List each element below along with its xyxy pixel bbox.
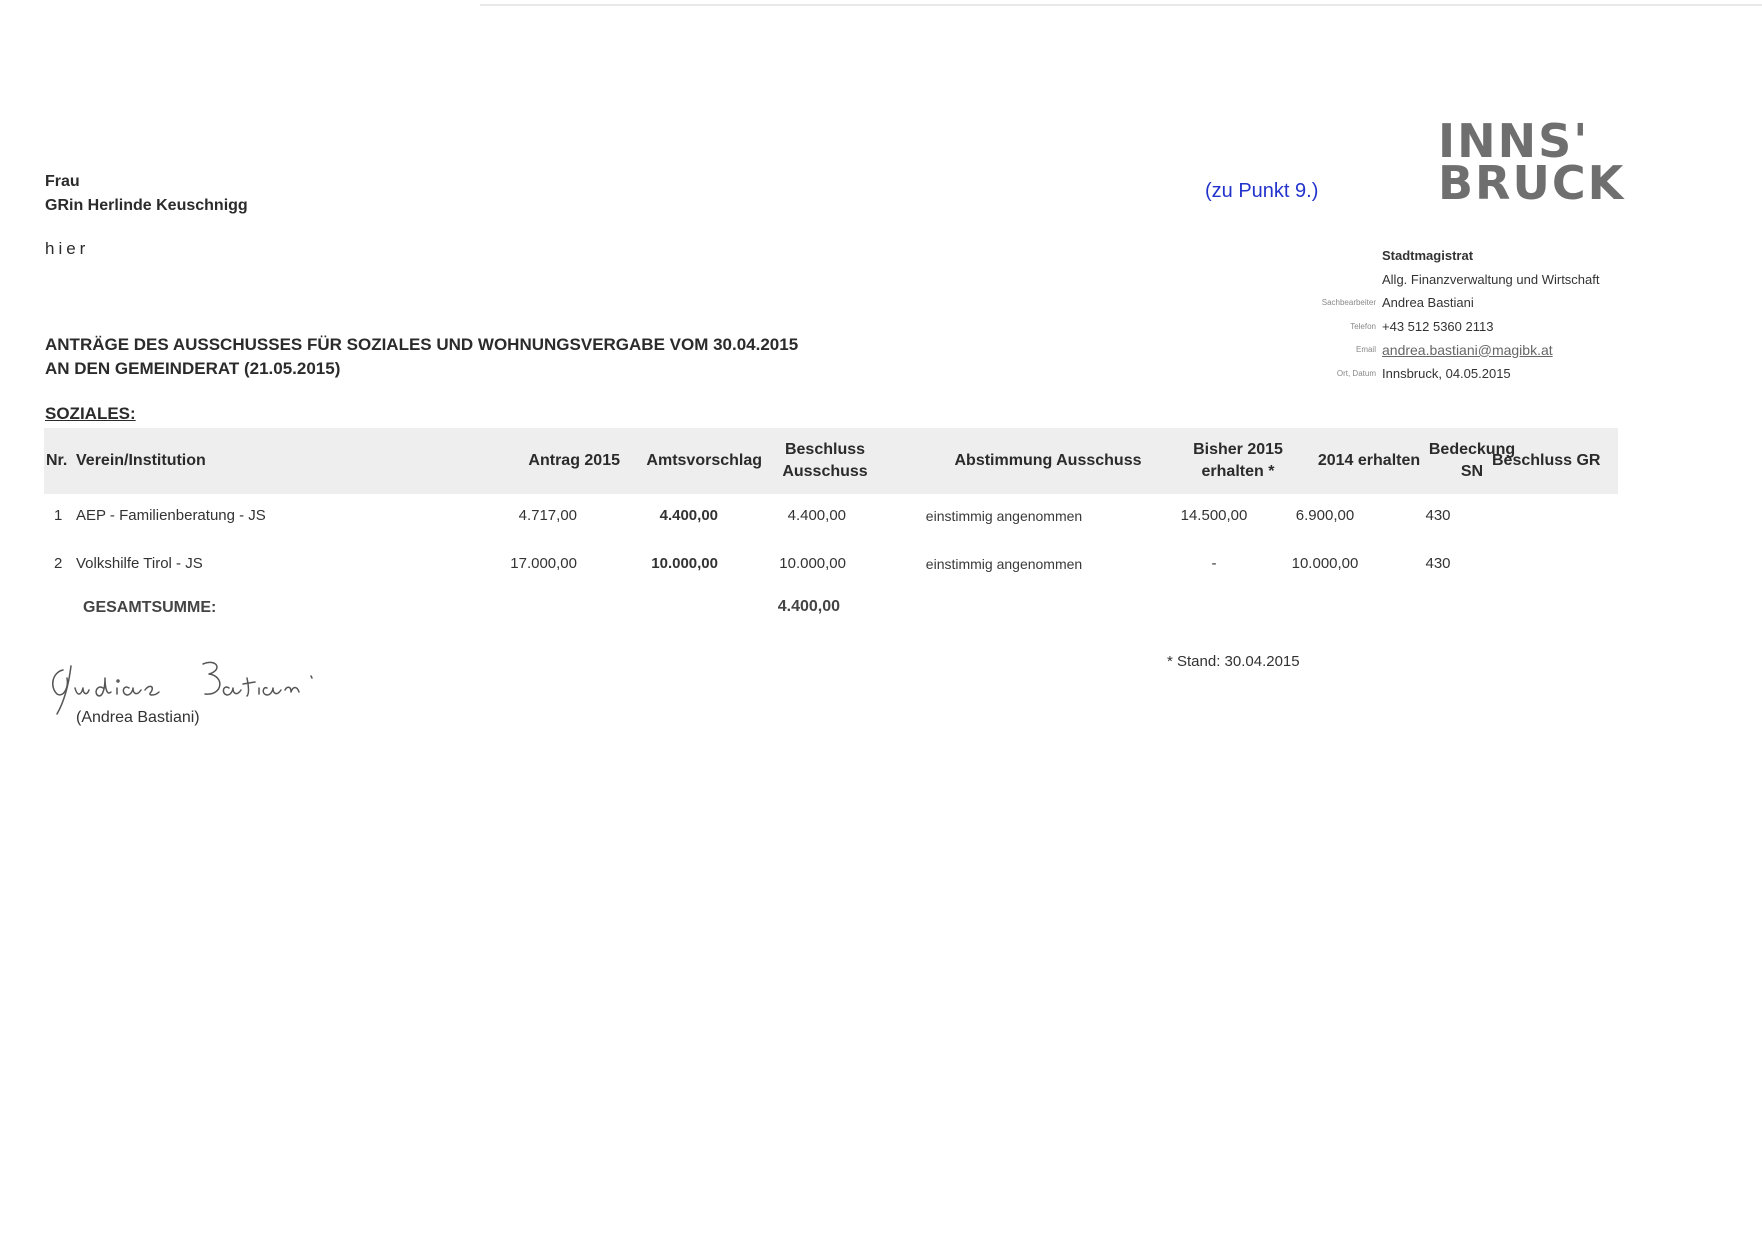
contact-dept: Allg. Finanzverwaltung und Wirtschaft	[1382, 271, 1600, 287]
row-antrag: 4.717,00	[518, 507, 577, 524]
row-abstimmung: einstimmig angenommen	[925, 556, 1083, 572]
col-beschluss-ausschuss-l1: Beschluss	[784, 441, 866, 458]
row-bedeckung: 430	[1425, 507, 1451, 524]
row-bedeckung: 430	[1425, 555, 1451, 572]
contact-row	[1260, 362, 1740, 386]
col-beschluss-gr: Beschluss GR	[1492, 452, 1601, 469]
contact-label: Email	[1355, 345, 1376, 355]
row-nr: 2	[54, 555, 63, 572]
recipient-block	[45, 170, 248, 218]
logo-line-1: INNS'	[1438, 114, 1590, 168]
row-2014-erhalten: 10.000,00	[1291, 555, 1359, 572]
recipient-location: hier	[45, 239, 90, 258]
row-beschluss: 4.400,00	[787, 507, 846, 524]
handwritten-signature	[45, 648, 345, 718]
contact-clerk: Andrea Bastiani	[1382, 295, 1474, 311]
row-nr: 1	[54, 507, 63, 524]
contact-row	[1260, 291, 1740, 315]
contact-row	[1260, 338, 1740, 362]
contact-phone: +43 512 5360 2113	[1382, 318, 1494, 334]
col-2014-erhalten: 2014 erhalten	[1317, 452, 1421, 469]
row-verein: AEP - Familienberatung - JS	[76, 507, 266, 524]
agenda-note: (zu Punkt 9.)	[1205, 180, 1319, 202]
page-edge-line	[480, 4, 1762, 6]
contact-row	[1260, 315, 1740, 339]
col-bisher-2015-l2: erhalten *	[1201, 463, 1275, 480]
row-bisher: -	[1211, 555, 1217, 572]
col-bedeckung-sn-l1: Bedeckung	[1428, 441, 1516, 458]
total-value: 4.400,00	[777, 598, 840, 615]
row-amtsvorschlag: 10.000,00	[651, 555, 718, 572]
col-nr: Nr.	[46, 452, 68, 469]
table-row	[0, 507, 1762, 531]
contact-label: Sachbearbeiter	[1321, 298, 1376, 308]
innsbruck-logo	[1438, 114, 1626, 210]
table-header	[44, 428, 1618, 494]
sender-contact-block	[1260, 244, 1740, 385]
contact-email-link[interactable]: andrea.bastiani@magibk.at	[1382, 341, 1553, 358]
col-verein: Verein/Institution	[76, 452, 206, 469]
row-antrag: 17.000,00	[510, 555, 577, 572]
contact-label: Ort, Datum	[1336, 368, 1376, 378]
row-verein: Volkshilfe Tirol - JS	[76, 555, 203, 572]
recipient-salutation: Frau	[45, 173, 80, 190]
contact-place-date: Innsbruck, 04.05.2015	[1382, 365, 1511, 381]
recipient-name: GRin Herlinde Keuschnigg	[45, 197, 248, 214]
heading-line-1: ANTRÄGE DES AUSSCHUSSES FÜR SOZIALES UND WOHNUNGSVERGABE VOM 30.04.2015	[45, 335, 799, 354]
total-label: GESAMTSUMME:	[83, 599, 217, 616]
row-amtsvorschlag: 4.400,00	[659, 507, 718, 524]
col-beschluss-ausschuss	[760, 439, 890, 483]
row-abstimmung: einstimmig angenommen	[925, 508, 1083, 524]
col-bedeckung-sn-l2: SN	[1460, 463, 1484, 480]
contact-dept-row	[1260, 268, 1740, 292]
row-2014-erhalten: 6.900,00	[1295, 507, 1355, 524]
section-title: SOZIALES:	[45, 404, 136, 423]
signature-printed-name: (Andrea Bastiani)	[76, 709, 200, 726]
row-beschluss: 10.000,00	[779, 555, 846, 572]
contact-org: Stadtmagistrat	[1382, 248, 1474, 264]
col-bisher-2015-l1: Bisher 2015	[1193, 441, 1283, 458]
footnote-stand: * Stand: 30.04.2015	[1167, 653, 1300, 670]
col-amtsvorschlag: Amtsvorschlag	[646, 452, 762, 469]
heading-line-2: AN DEN GEMEINDERAT (21.05.2015)	[45, 359, 341, 378]
col-antrag: Antrag 2015	[528, 452, 620, 469]
logo-line-2: BRUCK	[1438, 156, 1626, 210]
contact-org-row	[1260, 244, 1740, 268]
col-abstimmung: Abstimmung Ausschuss	[954, 452, 1142, 469]
row-bisher: 14.500,00	[1180, 507, 1248, 524]
document-heading	[45, 333, 798, 381]
table-row	[0, 555, 1762, 579]
contact-label: Telefon	[1350, 321, 1376, 331]
col-beschluss-ausschuss-l2: Ausschuss	[782, 463, 868, 480]
